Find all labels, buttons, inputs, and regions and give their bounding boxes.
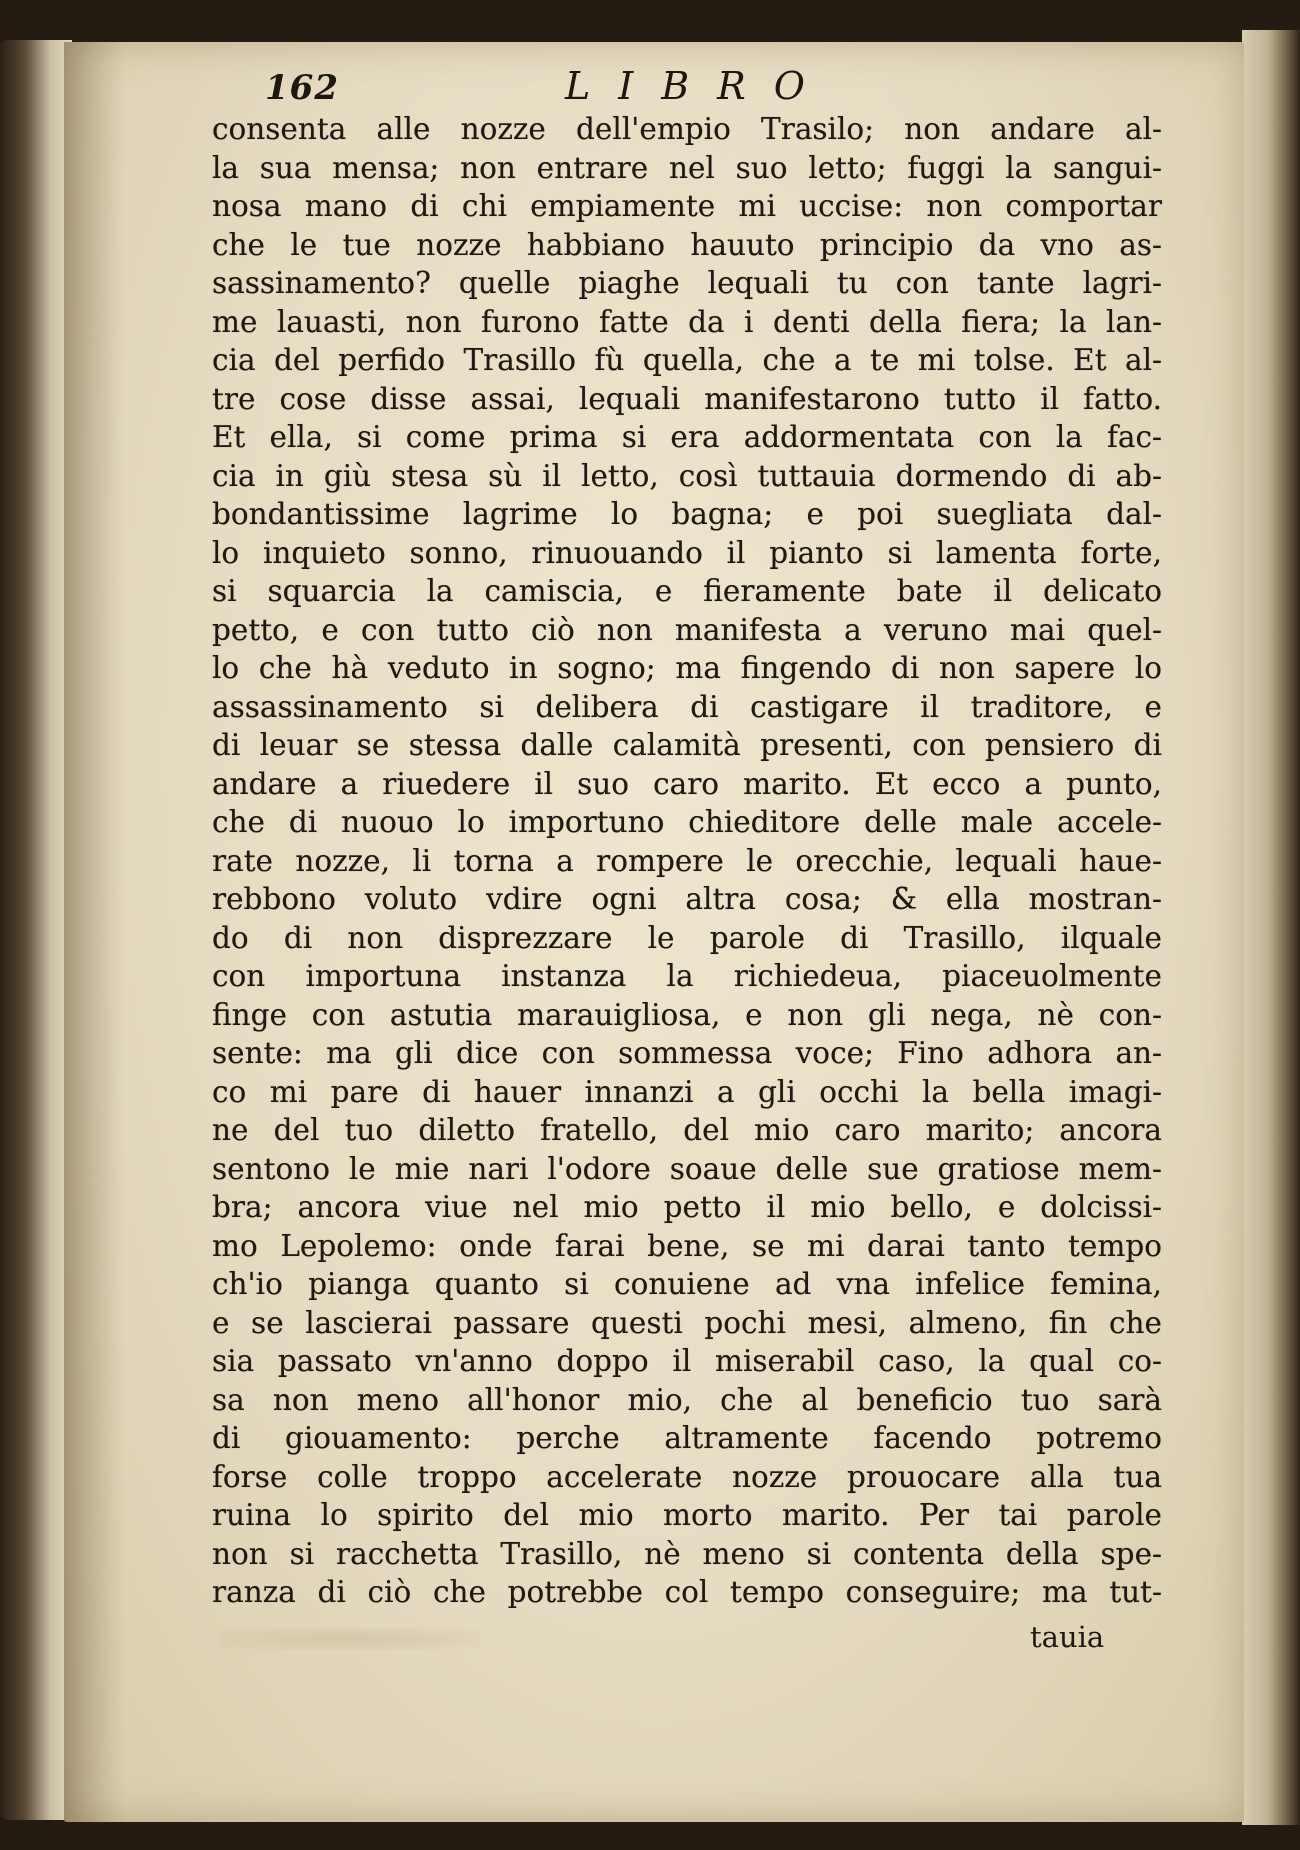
text-line: che le tue nozze habbiano hauuto principio da vno as-: [212, 227, 1162, 262]
text-line: ranza di ciò che potrebbe col tempo conseguire; ma tut-: [212, 1575, 1162, 1609]
text-line: sia passato vn'anno doppo il miserabil caso, la qual co-: [212, 1344, 1162, 1378]
text-line: lo inquieto sonno, rinuouando il pianto si lamenta forte,: [212, 535, 1162, 570]
page-header: [195, 60, 1095, 108]
text-line: ne del tuo diletto fratello, del mio caro marito; ancora: [212, 1113, 1162, 1147]
text-line: che di nuouo lo importuno chieditore delle male accele-: [212, 805, 1162, 839]
paper-stain: [220, 1628, 480, 1650]
text-line: andare a riuedere il suo caro marito. Et ecco a punto,: [212, 766, 1162, 801]
gutter-shadow: [64, 42, 124, 1822]
text-line: cia del perfido Trasillo fù quella, che a te mi tolse. Et al-: [212, 343, 1162, 377]
text-line: co mi pare di hauer innanzi a gli occhi la bella imagi-: [212, 1074, 1162, 1109]
text-line: tre cose disse assai, lequali manifestarono tutto il fatto.: [212, 381, 1162, 416]
catchword: tauia: [1030, 1620, 1105, 1654]
text-line: lo che hà veduto in sogno; ma fingendo di non sapere lo: [212, 651, 1162, 685]
book-edge-left: [0, 40, 72, 1820]
page-number: 162: [265, 68, 339, 108]
text-line: con importuna instanza la richiedeua, piaceuolmente: [212, 959, 1162, 993]
text-line: sassinamento? quelle piaghe lequali tu con tante lagri-: [212, 266, 1162, 300]
text-line: assassinamento si delibera di castigare il traditore, e: [212, 689, 1162, 724]
text-line: e se lascierai passare questi pochi mesi, almeno, fin che: [212, 1305, 1162, 1340]
running-head: LIBRO: [565, 64, 833, 108]
text-line: petto, e con tutto ciò non manifesta a veruno mai quel-: [212, 612, 1162, 647]
text-line: di giouamento: perche altramente facendo potremo: [212, 1421, 1162, 1455]
text-line: si squarcia la camiscia, e fieramente bate il delicato: [212, 574, 1162, 608]
text-line: non si racchetta Trasillo, nè meno si contenta della spe-: [212, 1536, 1162, 1571]
text-line: sentono le mie nari l'odore soaue delle sue gratiose mem-: [212, 1151, 1162, 1186]
text-line: ruina lo spirito del mio morto marito. Per tai parole: [212, 1498, 1162, 1532]
body-text: [212, 110, 1162, 1612]
text-line: sa non meno all'honor mio, che al beneficio tuo sarà: [212, 1382, 1162, 1417]
text-line: bra; ancora viue nel mio petto il mio bello, e dolcissi-: [212, 1190, 1162, 1224]
text-line: la sua mensa; non entrare nel suo letto; fuggi la sangui-: [212, 150, 1162, 185]
text-line: rebbono voluto vdire ogni altra cosa; & ella mostran-: [212, 882, 1162, 916]
book-edge-right: [1242, 30, 1300, 1825]
text-line: bondantissime lagrime lo bagna; e poi suegliata dal-: [212, 497, 1162, 531]
text-line: sente: ma gli dice con sommessa voce; Fino adhora an-: [212, 1036, 1162, 1070]
text-line: ch'io pianga quanto si conuiene ad vna infelice femina,: [212, 1267, 1162, 1301]
text-line: do di non disprezzare le parole di Trasillo, ilquale: [212, 920, 1162, 955]
text-line: mo Lepolemo: onde farai bene, se mi darai tanto tempo: [212, 1228, 1162, 1263]
text-line: cia in giù stesa sù il letto, così tuttauia dormendo di ab-: [212, 458, 1162, 493]
text-line: forse colle troppo accelerate nozze prouocare alla tua: [212, 1459, 1162, 1494]
text-line: rate nozze, li torna a rompere le orecchie, lequali haue-: [212, 843, 1162, 878]
text-line: Et ella, si come prima si era addormentata con la fac-: [212, 420, 1162, 454]
text-line: finge con astutia marauigliosa, e non gli nega, nè con-: [212, 997, 1162, 1032]
text-line: consenta alle nozze dell'empio Trasilo; non andare al-: [212, 112, 1162, 146]
text-line: me lauasti, non furono fatte da i denti della fiera; la lan-: [212, 304, 1162, 339]
text-line: di leuar se stessa dalle calamità presenti, con pensiero di: [212, 728, 1162, 762]
text-line: nosa mano di chi empiamente mi uccise: non comportar: [212, 189, 1162, 223]
